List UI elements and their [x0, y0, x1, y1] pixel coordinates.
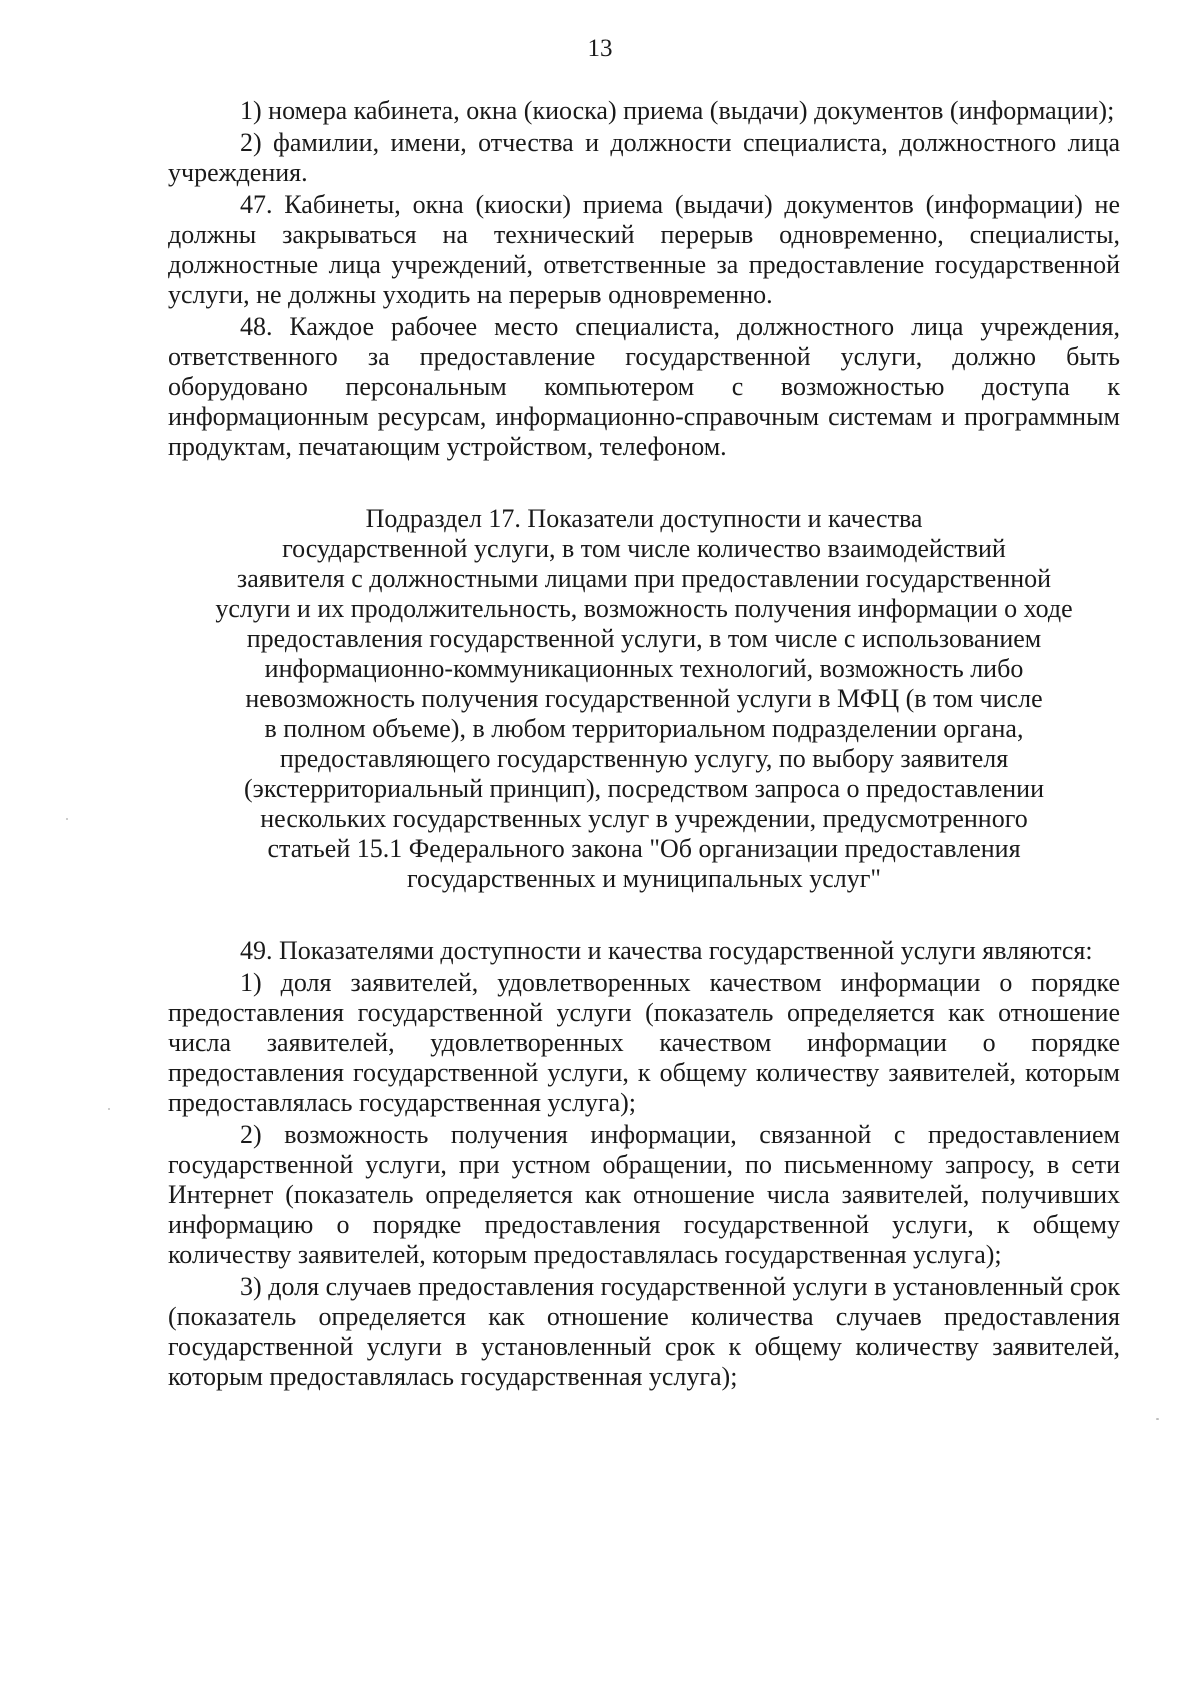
heading-line: заявителя с должностными лицами при предоставлении государственной [236, 564, 1052, 593]
heading-line: Подраздел 17. Показатели доступности и качества [365, 504, 923, 533]
paragraph-48: 48. Каждое рабочее место специалиста, должностного лица учреждения, ответственного за предоставление государственной услуги, должно быть оборудовано персональным компьютером с возможностью доступа к информационным ресурсам, информационно-справочным системам и программным продуктам, печатающим устройством, телефоном. [168, 312, 1120, 461]
paragraph-49-item-3: 3) доля случаев предоставления государственной услуги в установленный срок (показатель определяется как отношение количества случаев предоставления государственной услуги в установленный срок к общему количеству заявителей, которым предоставлялась государственная услуга); [168, 1272, 1120, 1391]
scan-speck [1156, 1418, 1159, 1420]
paragraph-49-item-2: 2) возможность получения информации, связанной с предоставлением государственной услуги, при устном обращении, по письменному запросу, в сети Интернет (показатель определяется как отношение числа заявителей, получивших информацию о порядке предоставления государственной услуги, к общему количеству заявителей, которым предоставлялась государственная услуга); [168, 1120, 1120, 1269]
heading-line: услуги и их продолжительность, возможность получения информации о ходе [215, 594, 1073, 623]
subsection-17-heading [168, 504, 1120, 894]
heading-line: предоставляющего государственную услугу, по выбору заявителя [279, 744, 1009, 773]
heading-line: предоставления государственной услуги, в том числе с использованием [246, 624, 1042, 653]
heading-line: в полном объеме), в любом территориальном подразделении органа, [264, 714, 1024, 743]
document-body [168, 96, 1120, 1394]
heading-line: нескольких государственных услуг в учреждении, предусмотренного [260, 804, 1028, 833]
paragraph-item-1-room-numbers: 1) номера кабинета, окна (киоска) приема (выдачи) документов (информации); [240, 96, 1115, 125]
page-number: 13 [587, 35, 613, 62]
heading-line: государственной услуги, в том числе количество взаимодействий [282, 534, 1006, 563]
paragraph-item-2-specialist-names: 2) фамилии, имени, отчества и должности специалиста, должностного лица учреждения. [168, 128, 1120, 187]
heading-line: статьей 15.1 Федерального закона "Об организации предоставления [267, 834, 1021, 863]
paragraph-47: 47. Кабинеты, окна (киоски) приема (выдачи) документов (информации) не должны закрываться на технический перерыв одновременно, специалисты, должностные лица учреждений, ответственные за предоставление государственной услуги, не должны уходить на перерыв одновременно. [168, 190, 1120, 309]
scan-speck [66, 818, 68, 820]
heading-line: невозможность получения государственной услуги в МФЦ (в том числе [245, 684, 1043, 713]
paragraph-49: 49. Показателями доступности и качества государственной услуги являются: [240, 936, 1093, 965]
scan-speck [108, 1108, 110, 1110]
heading-line: информационно-коммуникационных технологий, возможность либо [264, 654, 1024, 683]
heading-line: государственных и муниципальных услуг" [406, 864, 882, 893]
heading-line: (экстерриториальный принцип), посредством запроса о предоставлении [244, 774, 1044, 803]
paragraph-49-item-1: 1) доля заявителей, удовлетворенных качеством информации о порядке предоставления государственной услуги (показатель определяется как отношение числа заявителей, удовлетворенных качеством информации о порядке предоставления государственной услуги, к общему количеству заявителей, которым предоставлялась государственная услуга); [168, 968, 1120, 1117]
